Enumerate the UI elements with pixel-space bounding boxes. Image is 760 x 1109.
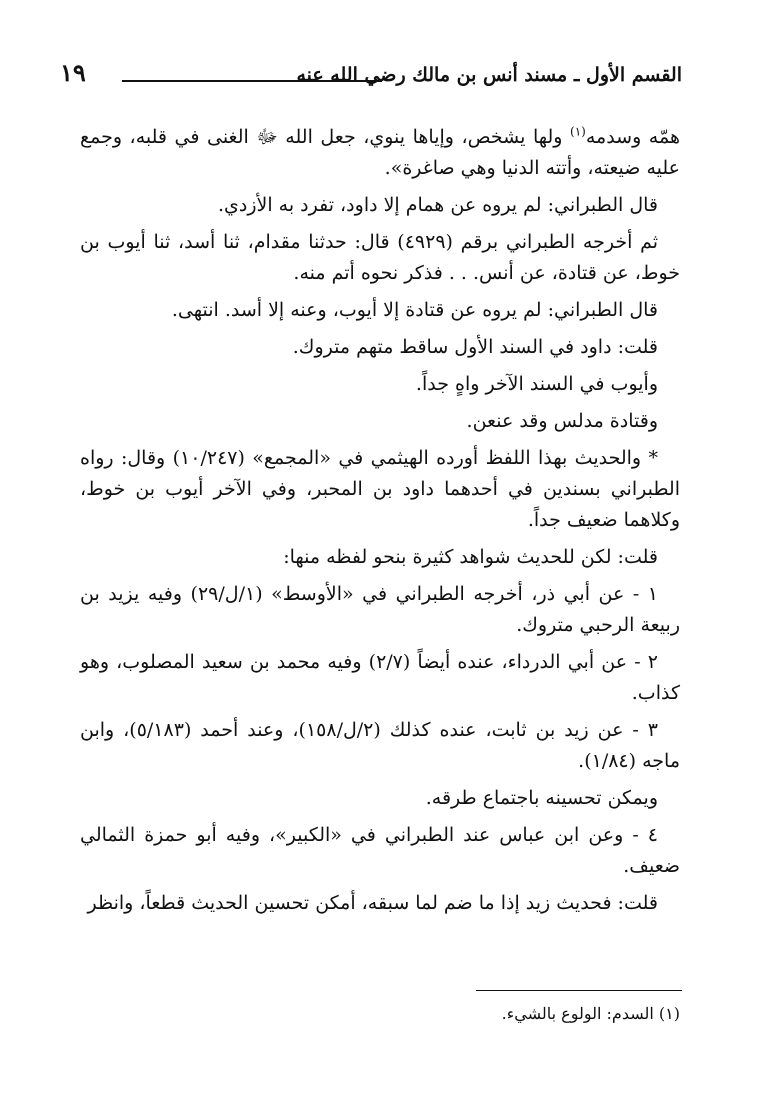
paragraph-2: قال الطبراني: لم يروه عن همام إلا داود، تفرد به الأزدي. [217, 194, 658, 216]
paragraph-12: ٣ - عن زيد بن ثابت، عنده كذلك (٢/ل/١٥٨)، وعند أحمد (٥/١٨٣)، وابن ماجه (١/٨٤). [80, 719, 680, 772]
paragraph-4: قال الطبراني: لم يروه عن قتادة إلا أيوب، وعنه إلا أسد. انتهى. [171, 299, 658, 321]
main-text [80, 122, 680, 925]
paragraph-7: وقتادة مدلس وقد عنعن. [466, 410, 658, 432]
footnote-mark: (١) [570, 124, 586, 139]
page-header [60, 58, 682, 96]
header-rule [122, 80, 382, 82]
footnote: (١) السدم: الولوع بالشيء. [501, 1004, 680, 1023]
running-title: القسم الأول ـ مسند أنس بن مالك رضي الله عنه [296, 64, 682, 86]
paragraph-5: قلت: داود في السند الأول ساقط متهم متروك. [292, 336, 658, 358]
paragraph-1 [80, 122, 680, 184]
paragraph-15: قلت: فحديث زيد إذا ما ضم لما سبقه، أمكن تحسين الحديث قطعاً، وانظر [87, 892, 658, 914]
paragraph-10: ١ - عن أبي ذر، أخرجه الطبراني في «الأوسط» (١/ل/٢٩) وفيه يزيد بن ربيعة الرحبي متروك. [80, 583, 680, 636]
paragraph-6: وأيوب في السند الآخر واهٍ جداً. [415, 373, 658, 395]
footnote-rule [476, 990, 682, 991]
paragraph-3: ثم أخرجه الطبراني برقم (٤٩٢٩) قال: حدثنا مقدام، ثنا أسد، ثنا أيوب بن خوط، عن قتادة، عن أنس. . . فذكر نحوه أتم منه. [80, 231, 680, 284]
paragraph-text: همّه وسدمه [585, 126, 680, 148]
paragraph-13: ويمكن تحسينه باجتماع طرقه. [425, 787, 658, 809]
paragraph-text: ولها يشخص، وإياها ينوي، جعل الله ﷻ الغنى في قلبه، وجمع عليه ضيعته، وأتته الدنيا وهي صاغرة». [80, 126, 680, 179]
paragraph-9: قلت: لكن للحديث شواهد كثيرة بنحو لفظه منها: [283, 546, 658, 568]
paragraph-8: * والحديث بهذا اللفظ أورده الهيثمي في «المجمع» (١٠/٢٤٧) وقال: رواه الطبراني بسندين في أحدهما داود بن المحبر، وفي الآخر أيوب بن خوط، وكلاهما ضعيف جداً. [80, 447, 680, 531]
paragraph-11: ٢ - عن أبي الدرداء، عنده أيضاً (٢/٧) وفيه محمد بن سعيد المصلوب، وهو كذاب. [80, 651, 680, 704]
paragraph-14: ٤ - وعن ابن عباس عند الطبراني في «الكبير»، وفيه أبو حمزة الثمالي ضعيف. [80, 824, 680, 877]
page-number: ١٩ [60, 58, 86, 87]
